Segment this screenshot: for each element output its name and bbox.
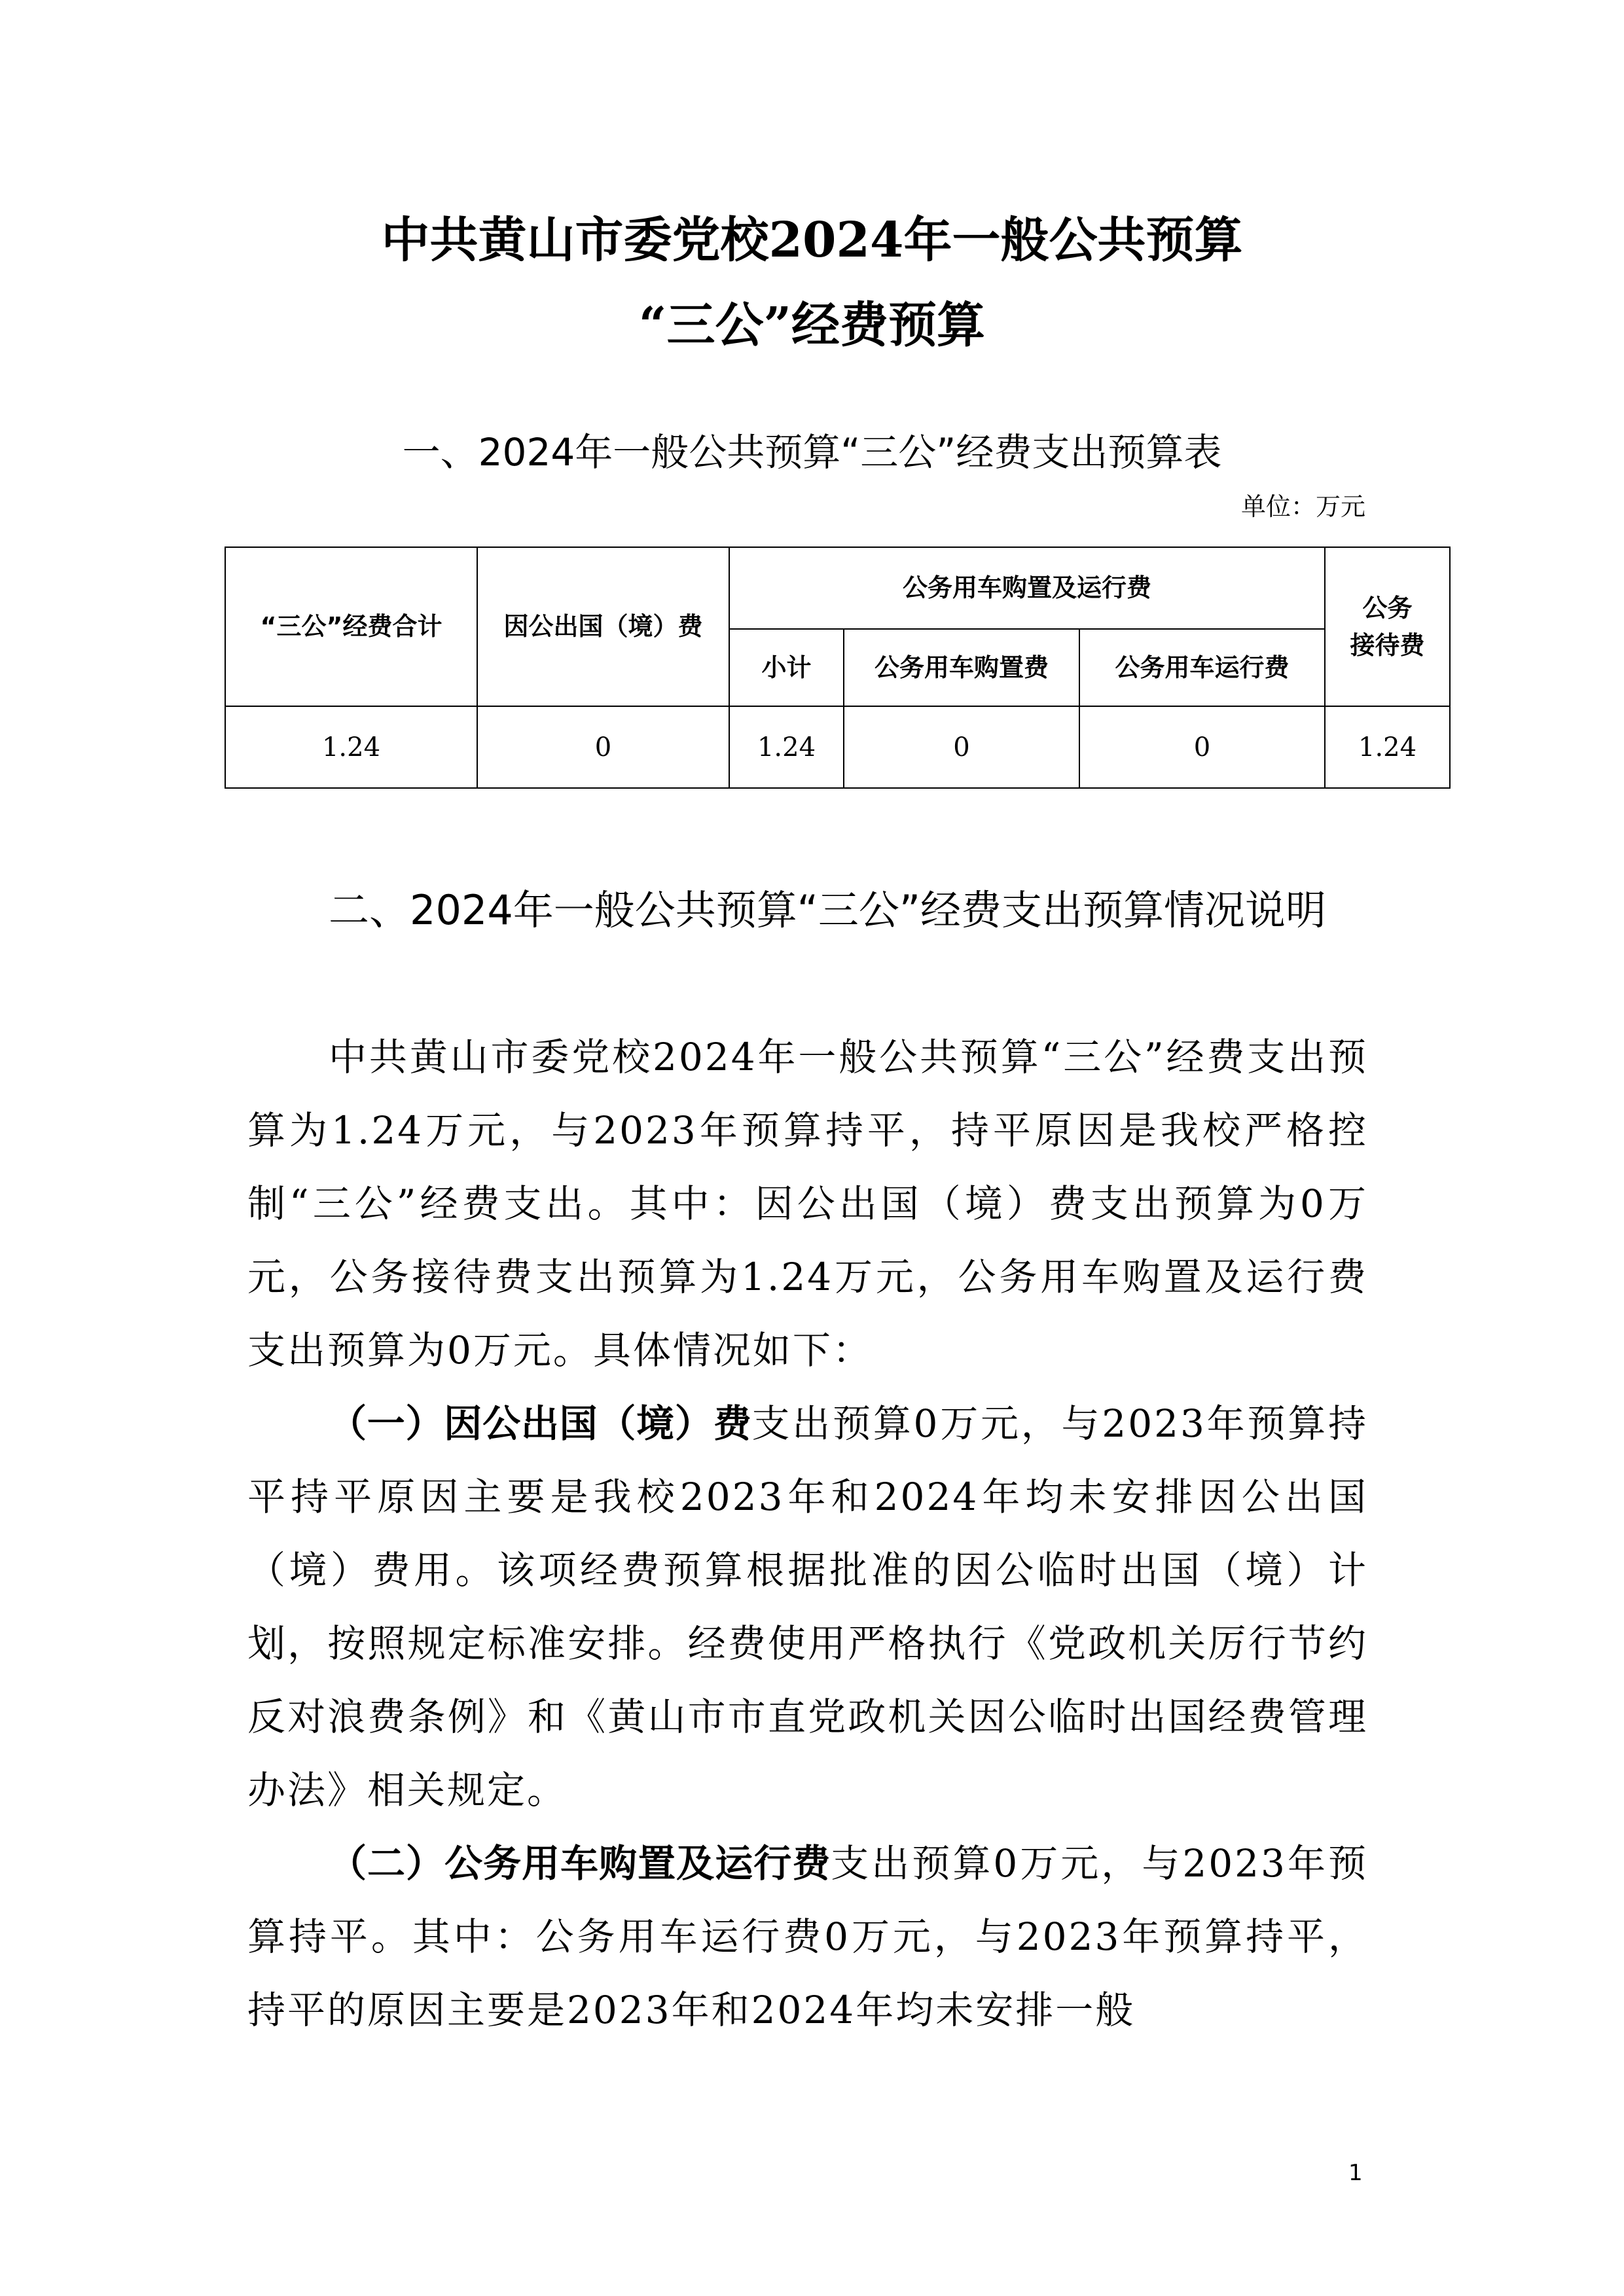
- unit-label: 单位：万元: [1240, 492, 1365, 521]
- header-abroad: 因公出国（境）费: [477, 547, 729, 706]
- section2-heading: 二、2024年一般公共预算“三公”经费支出预算情况说明: [329, 886, 1327, 934]
- item2-text: 支出预算0万元，与2023年预算持平。其中：公务用车运行费0万元，与2023年预算持平，持平的原因主要是2023年和2024年均未安排一般: [247, 1841, 1368, 2032]
- page-number: 1: [1348, 2160, 1363, 2186]
- cell-reception: 1.24: [1325, 706, 1450, 788]
- header-vehicle-subtotal: 小计: [729, 629, 844, 706]
- header-vehicle-group: 公务用车购置及运行费: [729, 547, 1325, 629]
- header-vehicle-operation: 公务用车运行费: [1079, 629, 1325, 706]
- cell-vehicle-operation: 0: [1079, 706, 1325, 788]
- header-vehicle-purchase: 公务用车购置费: [844, 629, 1079, 706]
- paragraph-summary: 中共黄山市委党校2024年一般公共预算“三公”经费支出预算为1.24万元，与2023年预算持平，持平原因是我校严格控制“三公”经费支出。其中：因公出国（境）费支出预算为0万元，公务接待费支出预算为1.24万元，公务用车购置及运行费支出预算为0万元。具体情况如下：: [247, 1035, 1368, 1372]
- paragraph-abroad: [247, 1387, 1368, 1827]
- header-reception-line2: 接待费: [1350, 630, 1425, 660]
- cell-vehicle-subtotal: 1.24: [729, 706, 844, 788]
- item2-label: （二）公务用车购置及运行费: [329, 1841, 831, 1886]
- item1-text: 支出预算0万元，与2023年预算持平持平原因主要是我校2023年和2024年均未安排因公出国（境）费用。该项经费预算根据批准的因公临时出国（境）计划，按照规定标准安排。经费使用严格执行《党政机关厉行节约反对浪费条例》和《黄山市市直党政机关因公临时出国经费管理办法》相关规定。: [247, 1401, 1368, 1812]
- cell-vehicle-purchase: 0: [844, 706, 1079, 788]
- header-reception: [1325, 547, 1450, 706]
- paragraph-vehicle: [247, 1827, 1368, 2047]
- document-title-line2: “三公”经费预算: [638, 297, 986, 353]
- item1-label: （一）因公出国（境）费: [329, 1401, 752, 1446]
- header-reception-line1: 公务: [1362, 593, 1413, 622]
- section1-heading: 一、2024年一般公共预算“三公”经费支出预算表: [402, 430, 1222, 475]
- cell-abroad: 0: [477, 706, 729, 788]
- cell-total: 1.24: [225, 706, 477, 788]
- table-row: [225, 706, 1450, 788]
- header-total: “三公”经费合计: [225, 547, 477, 706]
- document-title-line1: 中共黄山市委党校2024年一般公共预算: [381, 212, 1243, 268]
- budget-table: [225, 547, 1451, 789]
